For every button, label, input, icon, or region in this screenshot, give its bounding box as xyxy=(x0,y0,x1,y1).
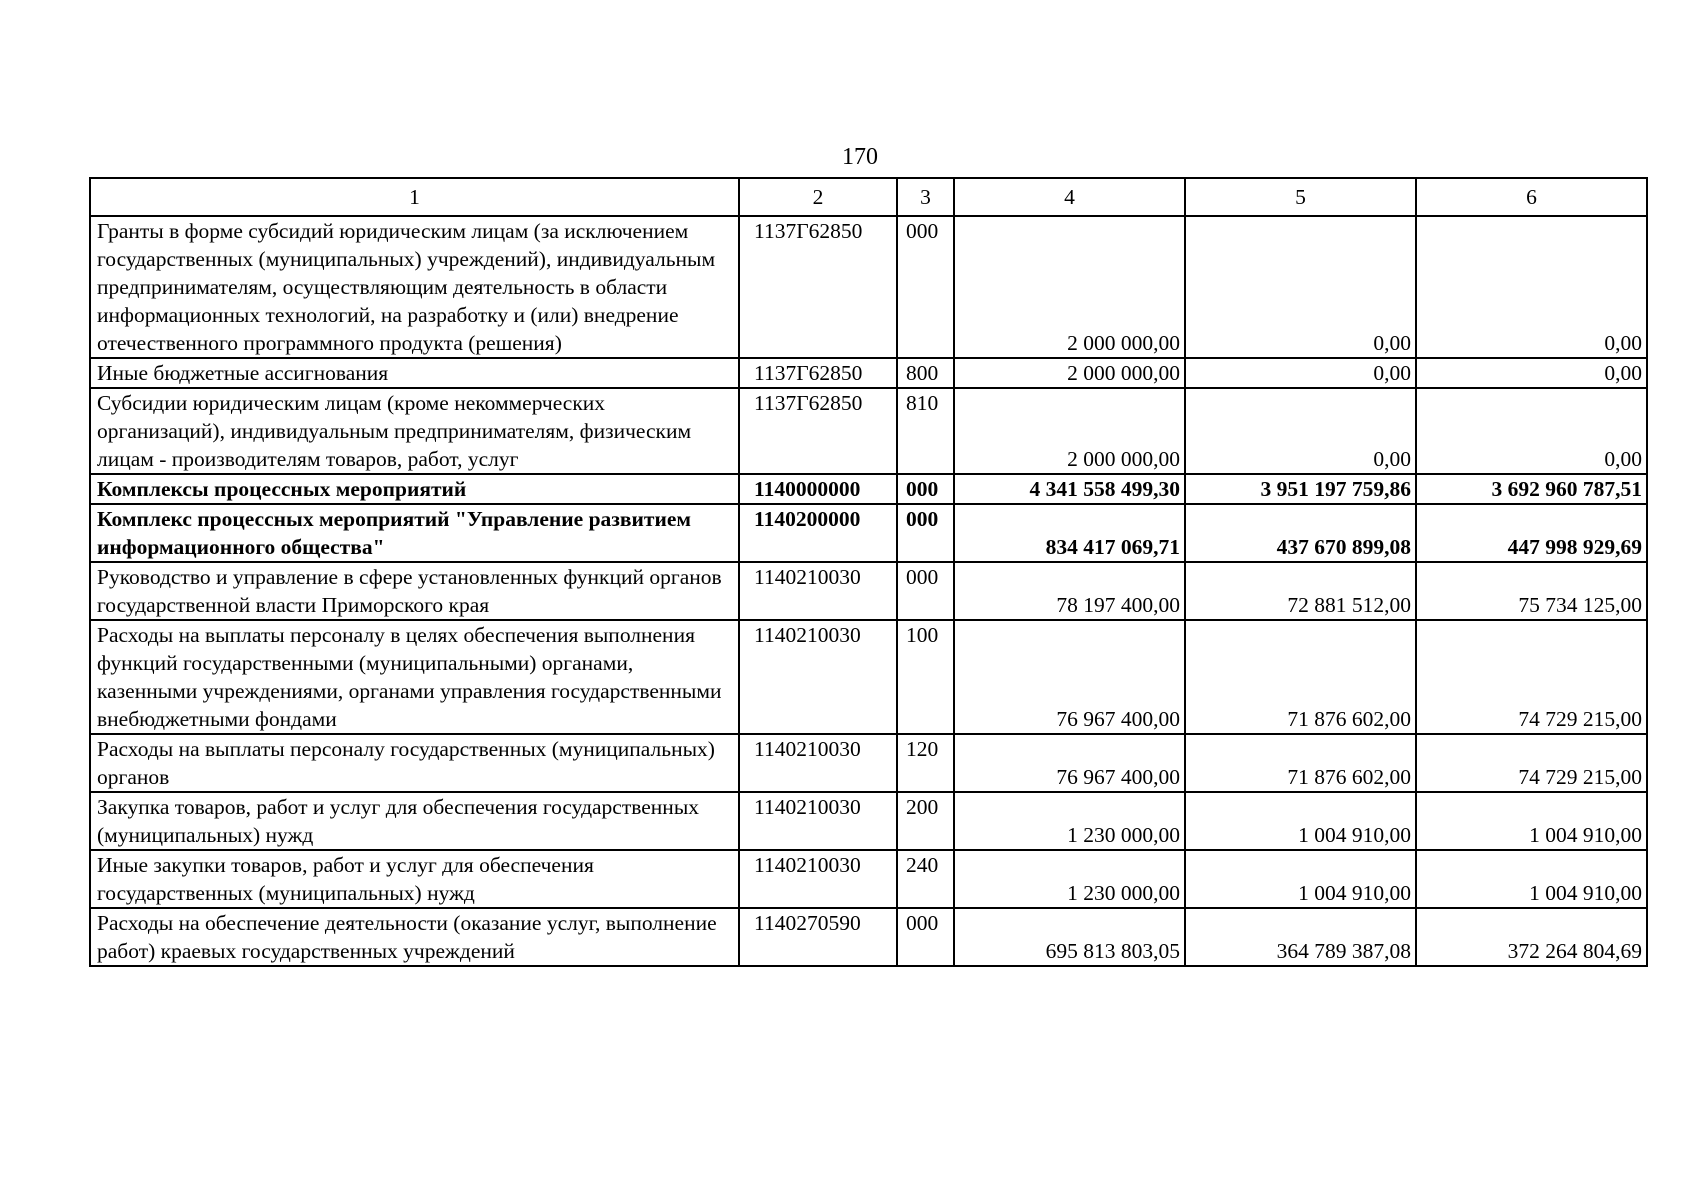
row-expense-type-cell: 100 xyxy=(897,620,954,734)
row-name-cell: Расходы на выплаты персоналу в целях обеспечения выполнения функций государственными (муниципальными) органами, казенными учреждениями, органами управления государственными внебюджетными фондами xyxy=(90,620,739,734)
row-value-col4-cell: 2 000 000,00 xyxy=(954,388,1185,474)
page-number: 170 xyxy=(842,144,878,170)
row-name-cell: Субсидии юридическим лицам (кроме некоммерческих организаций), индивидуальным предпринимателям, физическим лицам - производителям товаров, работ, услуг xyxy=(90,388,739,474)
budget-table xyxy=(89,177,1648,967)
row-value-col6-cell: 1 004 910,00 xyxy=(1416,850,1647,908)
row-code-cell: 1137Г62850 xyxy=(739,216,897,358)
row-expense-type-cell: 000 xyxy=(897,908,954,966)
row-name-cell: Иные закупки товаров, работ и услуг для обеспечения государственных (муниципальных) нужд xyxy=(90,850,739,908)
row-value-col5-cell: 0,00 xyxy=(1185,358,1416,388)
header-col-5: 5 xyxy=(1185,178,1416,216)
row-value-col5-cell: 0,00 xyxy=(1185,216,1416,358)
row-code-cell: 1140210030 xyxy=(739,620,897,734)
row-code-cell: 1140000000 xyxy=(739,474,897,504)
row-code-cell: 1140210030 xyxy=(739,562,897,620)
header-col-3: 3 xyxy=(897,178,954,216)
row-value-col5-cell: 0,00 xyxy=(1185,388,1416,474)
table-row xyxy=(90,792,1647,850)
header-col-1: 1 xyxy=(90,178,739,216)
table-row xyxy=(90,562,1647,620)
row-value-col5-cell: 72 881 512,00 xyxy=(1185,562,1416,620)
row-value-col6-cell: 372 264 804,69 xyxy=(1416,908,1647,966)
row-value-col6-cell: 3 692 960 787,51 xyxy=(1416,474,1647,504)
row-value-col6-cell: 0,00 xyxy=(1416,388,1647,474)
row-value-col5-cell: 437 670 899,08 xyxy=(1185,504,1416,562)
table-row xyxy=(90,620,1647,734)
row-code-cell: 1140270590 xyxy=(739,908,897,966)
row-name-cell: Руководство и управление в сфере установленных функций органов государственной власти Приморского края xyxy=(90,562,739,620)
row-expense-type-cell: 000 xyxy=(897,216,954,358)
row-value-col6-cell: 74 729 215,00 xyxy=(1416,620,1647,734)
header-row xyxy=(90,178,1647,216)
table-row xyxy=(90,734,1647,792)
row-code-cell: 1137Г62850 xyxy=(739,388,897,474)
table-body xyxy=(90,178,1647,966)
row-name-cell: Иные бюджетные ассигнования xyxy=(90,358,739,388)
row-expense-type-cell: 240 xyxy=(897,850,954,908)
row-name-cell: Комплекс процессных мероприятий "Управление развитием информационного общества" xyxy=(90,504,739,562)
row-expense-type-cell: 000 xyxy=(897,504,954,562)
table-row xyxy=(90,388,1647,474)
row-value-col5-cell: 71 876 602,00 xyxy=(1185,734,1416,792)
row-name-cell: Закупка товаров, работ и услуг для обеспечения государственных (муниципальных) нужд xyxy=(90,792,739,850)
table-row xyxy=(90,474,1647,504)
row-value-col5-cell: 1 004 910,00 xyxy=(1185,792,1416,850)
row-expense-type-cell: 000 xyxy=(897,562,954,620)
header-col-2: 2 xyxy=(739,178,897,216)
row-value-col4-cell: 1 230 000,00 xyxy=(954,850,1185,908)
row-value-col4-cell: 76 967 400,00 xyxy=(954,620,1185,734)
table-row xyxy=(90,504,1647,562)
row-expense-type-cell: 120 xyxy=(897,734,954,792)
row-value-col6-cell: 1 004 910,00 xyxy=(1416,792,1647,850)
table-row xyxy=(90,358,1647,388)
header-col-4: 4 xyxy=(954,178,1185,216)
row-value-col4-cell: 834 417 069,71 xyxy=(954,504,1185,562)
row-code-cell: 1140210030 xyxy=(739,850,897,908)
row-value-col4-cell: 1 230 000,00 xyxy=(954,792,1185,850)
header-col-6: 6 xyxy=(1416,178,1647,216)
row-value-col5-cell: 71 876 602,00 xyxy=(1185,620,1416,734)
row-value-col6-cell: 74 729 215,00 xyxy=(1416,734,1647,792)
row-name-cell: Гранты в форме субсидий юридическим лицам (за исключением государственных (муниципальных) учреждений), индивидуальным предпринимателям, осуществляющим деятельность в области информационных технологий, на разработку и (или) внедрение отечественного программного продукта (решения) xyxy=(90,216,739,358)
row-name-cell: Расходы на обеспечение деятельности (оказание услуг, выполнение работ) краевых государственных учреждений xyxy=(90,908,739,966)
row-code-cell: 1140210030 xyxy=(739,734,897,792)
row-expense-type-cell: 800 xyxy=(897,358,954,388)
row-value-col5-cell: 3 951 197 759,86 xyxy=(1185,474,1416,504)
table-row xyxy=(90,216,1647,358)
row-expense-type-cell: 810 xyxy=(897,388,954,474)
row-value-col6-cell: 0,00 xyxy=(1416,216,1647,358)
table-row xyxy=(90,908,1647,966)
row-name-cell: Комплексы процессных мероприятий xyxy=(90,474,739,504)
row-value-col6-cell: 0,00 xyxy=(1416,358,1647,388)
row-value-col5-cell: 364 789 387,08 xyxy=(1185,908,1416,966)
row-expense-type-cell: 000 xyxy=(897,474,954,504)
row-expense-type-cell: 200 xyxy=(897,792,954,850)
row-value-col4-cell: 78 197 400,00 xyxy=(954,562,1185,620)
row-value-col6-cell: 447 998 929,69 xyxy=(1416,504,1647,562)
row-value-col4-cell: 4 341 558 499,30 xyxy=(954,474,1185,504)
row-code-cell: 1137Г62850 xyxy=(739,358,897,388)
row-value-col4-cell: 2 000 000,00 xyxy=(954,216,1185,358)
row-value-col4-cell: 2 000 000,00 xyxy=(954,358,1185,388)
row-value-col6-cell: 75 734 125,00 xyxy=(1416,562,1647,620)
row-code-cell: 1140210030 xyxy=(739,792,897,850)
row-value-col4-cell: 76 967 400,00 xyxy=(954,734,1185,792)
row-code-cell: 1140200000 xyxy=(739,504,897,562)
row-value-col5-cell: 1 004 910,00 xyxy=(1185,850,1416,908)
row-value-col4-cell: 695 813 803,05 xyxy=(954,908,1185,966)
row-name-cell: Расходы на выплаты персоналу государственных (муниципальных) органов xyxy=(90,734,739,792)
table-row xyxy=(90,850,1647,908)
